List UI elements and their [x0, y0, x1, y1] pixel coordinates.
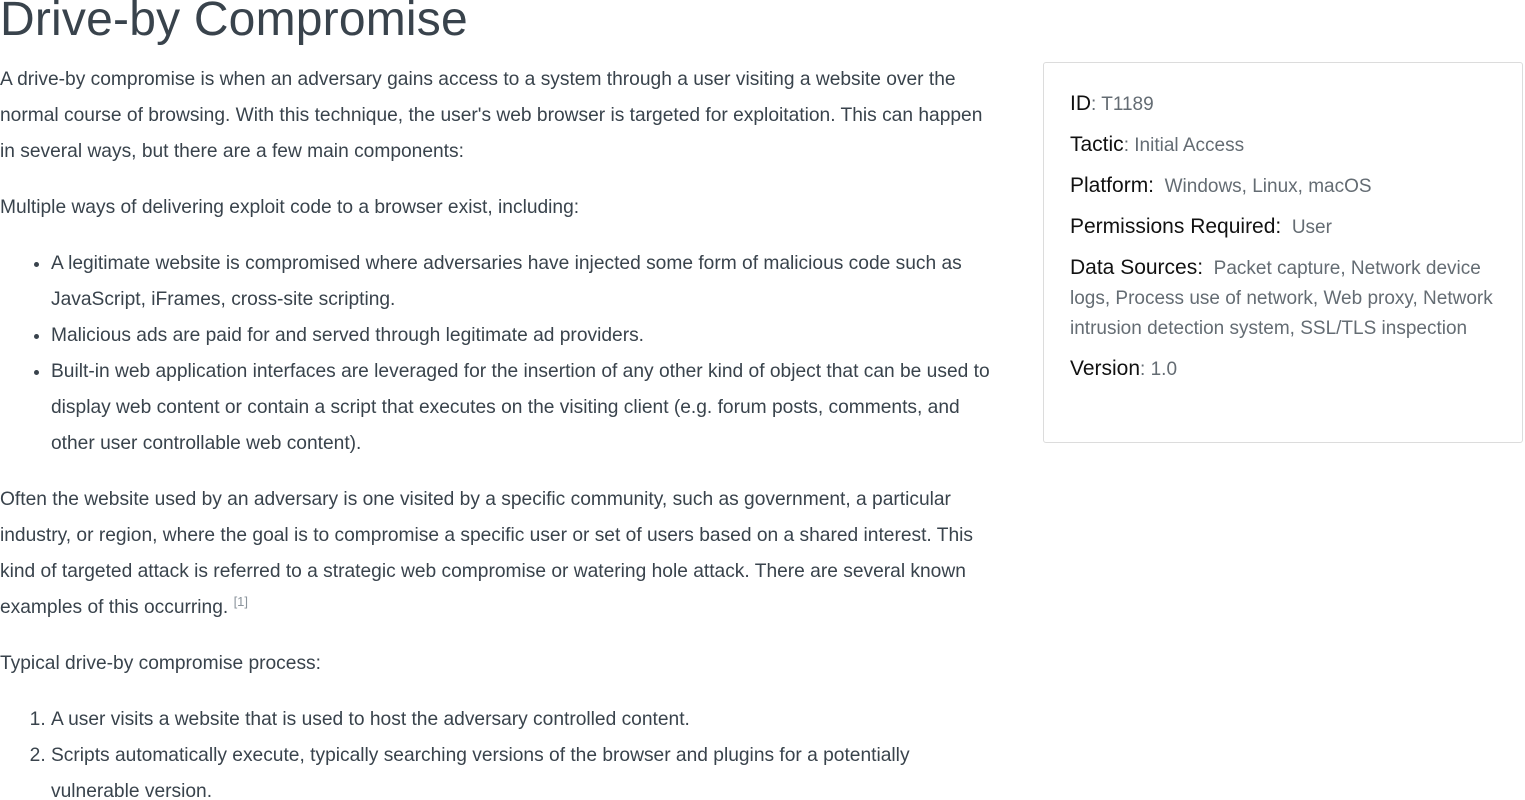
targeting-text: Often the website used by an adversary is one visited by a specific community, such as government, a particular industry, or region, where the goal is to compromise a specific user or set of users based on a shared interest. This kind of targeted attack is referred to a strategic web compromise or watering hole attack. There are several known examples of this occurring.	[0, 489, 973, 618]
platform-label: Platform:	[1070, 174, 1155, 197]
delivery-list-item: • Malicious ads are paid for and served through legitimate ad providers.	[51, 318, 1000, 354]
reference-link[interactable]: [1]	[233, 594, 249, 609]
info-platform-row	[1070, 171, 1496, 202]
process-heading: Typical drive-by compromise process:	[0, 653, 321, 674]
process-steps-list	[0, 702, 1000, 800]
platform-value: Windows, Linux, macOS	[1164, 176, 1372, 197]
version-label: Version	[1070, 357, 1141, 380]
data-sources-label: Data Sources:	[1070, 256, 1204, 279]
process-step: 2. Scripts automatically execute, typically searching versions of the browser and plugins for a potentially vulnerable version.	[51, 738, 1000, 800]
info-id-row	[1070, 89, 1496, 120]
delivery-list	[0, 246, 1000, 462]
data-sources-value: Packet capture, Network device logs, Process use of network, Web proxy, Network intrusion detection system, SSL/TLS inspection	[1070, 258, 1493, 339]
tactic-separator: :	[1123, 135, 1135, 156]
page-title: Drive-by Compromise	[0, 0, 468, 46]
delivery-list-item: • A legitimate website is compromised where adversaries have injected some form of malicious code such as JavaScript, iFrames, cross-site scripting.	[51, 246, 1000, 318]
id-value: T1189	[1101, 94, 1154, 115]
tactic-label: Tactic	[1070, 133, 1124, 156]
delivery-heading: Multiple ways of delivering exploit code to a browser exist, including:	[0, 197, 580, 218]
info-data-sources-row	[1070, 253, 1496, 344]
delivery-list-item: • Built-in web application interfaces are leveraged for the insertion of any other kind of object that can be used to display web content or contain a script that executes on the visiting client (e.g. forum posts, comments, and other user controllable web content).	[51, 354, 1000, 462]
id-separator: :	[1091, 94, 1102, 115]
info-permissions-row	[1070, 212, 1496, 243]
permissions-label: Permissions Required:	[1070, 215, 1282, 238]
info-tactic-row	[1070, 130, 1496, 161]
technique-description	[0, 62, 1000, 800]
version-separator: :	[1140, 359, 1151, 380]
targeting-paragraph	[0, 482, 1000, 626]
tactic-value[interactable]: Initial Access	[1134, 135, 1245, 156]
process-step: 1. A user visits a website that is used to host the adversary controlled content.	[51, 702, 1000, 738]
version-value: 1.0	[1150, 359, 1178, 380]
technique-info-card	[1043, 62, 1523, 443]
permissions-value: User	[1291, 217, 1332, 238]
intro-paragraph: A drive-by compromise is when an adversary gains access to a system through a user visiting a website over the normal course of browsing. With this technique, the user's web browser is targeted for exploitation. This can happen in several ways, but there are a few main components:	[0, 69, 983, 162]
info-version-row	[1070, 354, 1496, 385]
id-label: ID	[1070, 92, 1091, 115]
